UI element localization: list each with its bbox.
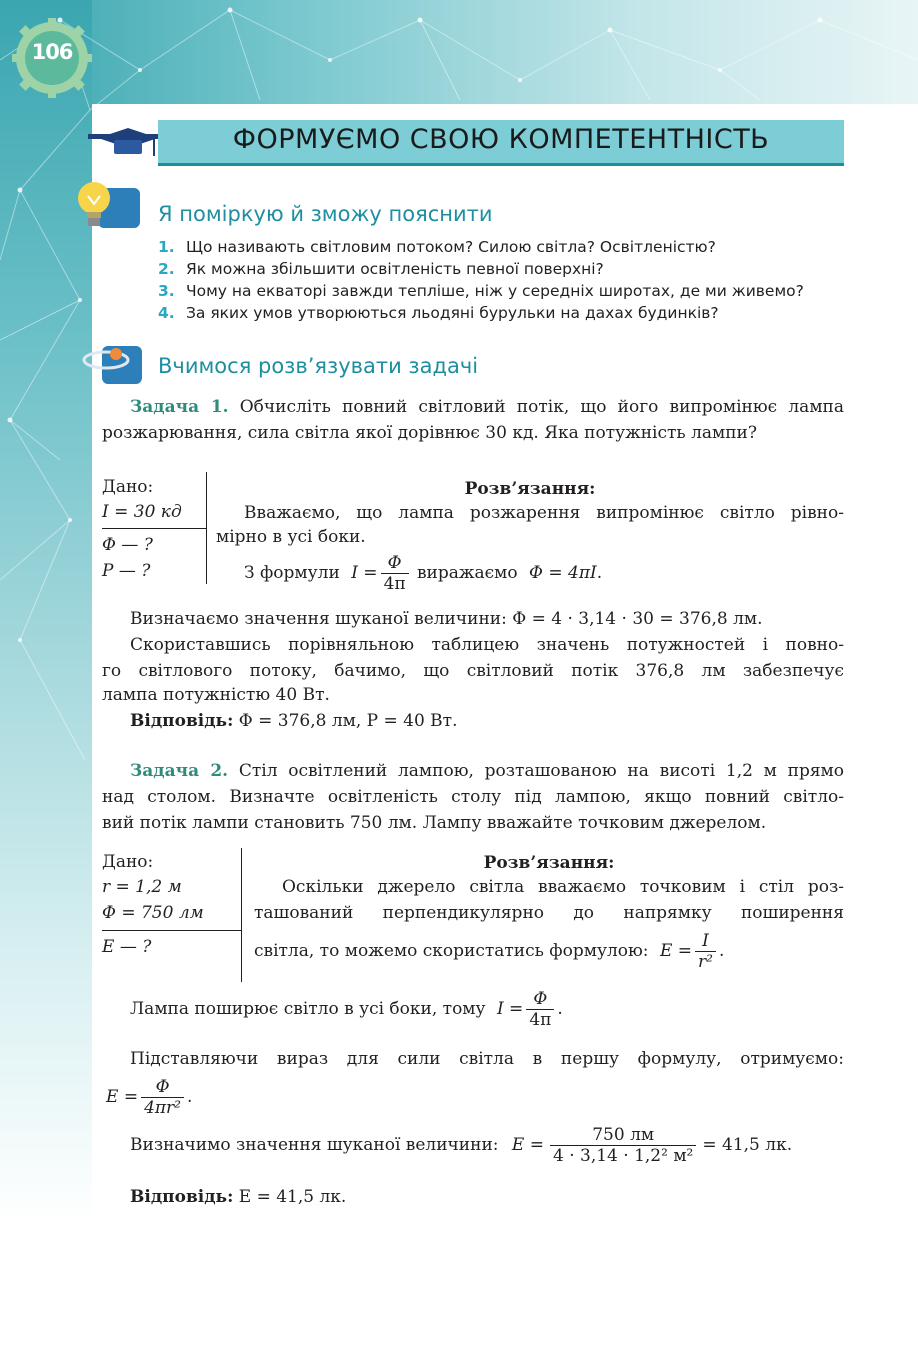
task1-given-header: Дано: bbox=[102, 477, 154, 497]
section-title-tasks: Вчимося розв’язувати задачі bbox=[158, 354, 479, 378]
task1-answer: Відповідь: Φ = 376,8 лм, P = 40 Вт. bbox=[130, 711, 458, 731]
lightbulb-icon bbox=[74, 178, 142, 240]
task1-calc-line: Визначаємо значення шуканої величини: Φ = 4 · 3,14 · 30 = 376,8 лм. bbox=[130, 609, 763, 629]
task1-sol-line2: мірно в усі боки. bbox=[216, 527, 366, 547]
given-divider bbox=[102, 930, 242, 931]
given-separator bbox=[206, 472, 207, 584]
task2-line2: над столом. Визначте освітленість столу під лампою, якщо повний світло- bbox=[102, 787, 844, 807]
task2-line1: Задача 2. Стіл освітлений лампою, розташованою на висоті 1,2 м прямо bbox=[130, 761, 845, 781]
task1-formula-line: З формули I = $\frac{\Phi}{4\pi}$ виражаємо Φ = 4πI. bbox=[244, 553, 603, 594]
atom-orbit-icon bbox=[82, 342, 144, 388]
task2-sol-line3: світла, то можемо скористатись формулою: E = $\frac{I}{\text{r²}}$ . bbox=[254, 931, 725, 972]
list-item: 1. Що називають світловим потоком? Силою світла? Освітленістю? bbox=[158, 238, 716, 256]
list-item: 3. Чому на екваторі завжди тепліше, ніж у середніх широтах, де ми живемо? bbox=[158, 282, 804, 300]
task1-solution-header: Розв’язання: bbox=[464, 479, 596, 499]
task2-solution-header: Розв’язання: bbox=[483, 853, 615, 873]
task2-sol-line1: Оскільки джерело світла вважаємо точковим і стіл роз- bbox=[282, 877, 844, 897]
task1-para-line2: го світлового потоку, бачимо, що світловий потік 376,8 лм забезпечує bbox=[102, 661, 844, 681]
given-separator bbox=[241, 848, 242, 982]
task1-sol-line1: Вважаємо, що лампа розжарення випромінює світло рівно- bbox=[244, 503, 844, 523]
task2-answer: Відповідь: E = 41,5 лк. bbox=[130, 1187, 347, 1207]
page-number: 106 bbox=[31, 40, 73, 64]
task2-line3: вий потік лампи становить 750 лм. Лампу вважайте точковим джерелом. bbox=[102, 813, 767, 833]
task2-find-illuminance: E — ? bbox=[102, 937, 152, 957]
task1-line1: Задача 1. Обчисліть повний світловий потік, що його випромінює лампа bbox=[130, 397, 845, 417]
list-item: 2. Як можна збільшити освітленість певної поверхні? bbox=[158, 260, 604, 278]
list-item: 4. За яких умов утворюються льодяні бурульки на дахах будинків? bbox=[158, 304, 719, 322]
fraction: $\frac{\Phi}{4\pi}$ bbox=[526, 989, 554, 1030]
task2-lamp-line: Лампа поширює світло в усі боки, тому I = $\frac{\Phi}{4\pi}$ . bbox=[130, 989, 563, 1030]
task1-find-flux: Φ — ? bbox=[102, 535, 153, 555]
task2-given-header: Дано: bbox=[102, 852, 154, 872]
task2-sol-line2: ташований перпендикулярно до напрямку поширення bbox=[254, 903, 844, 923]
task1-para-line3: лампа потужністю 40 Вт. bbox=[102, 685, 330, 705]
banner-title: ФОРМУЄМО СВОЮ КОМПЕТЕНТНІСТЬ bbox=[232, 124, 770, 155]
task2-calc-line: Визначимо значення шуканої величини: E = $\frac{750 лм}{\text{4 · 3,14 · 1,2² м²}}$ = 41,5 лк. bbox=[130, 1125, 793, 1166]
task1-para-line1: Скориставшись порівняльною таблицею значень потужностей і повно- bbox=[130, 635, 844, 655]
fraction: $\frac{750 лм}{\text{4 · 3,14 · 1,2² м²}}$ bbox=[550, 1125, 696, 1166]
task1-find-power: P — ? bbox=[102, 561, 151, 581]
task2-formula-substituted: E = $\frac{\Phi}{\text{4πr²}}$ . bbox=[106, 1077, 193, 1118]
fraction: $\frac{I}{\text{r²}}$ bbox=[695, 931, 716, 972]
fraction: $\frac{\Phi}{\text{4πr²}}$ bbox=[141, 1077, 184, 1118]
task1-given-intensity: I = 30 кд bbox=[102, 502, 182, 522]
task2-subst-line: Підставляючи вираз для сили світла в першу формулу, отримуємо: bbox=[130, 1049, 844, 1069]
given-divider bbox=[102, 528, 206, 529]
fraction: $\frac{\Phi}{4\pi}$ bbox=[381, 553, 409, 594]
task2-given-distance: r = 1,2 м bbox=[102, 877, 182, 897]
task1-line2: розжарювання, сила світла якої дорівнює 30 кд. Яка потужність лампи? bbox=[102, 423, 758, 443]
section-title-explain: Я поміркую й зможу пояснити bbox=[158, 202, 493, 226]
task2-given-flux: Φ = 750 лм bbox=[102, 903, 204, 923]
question-list bbox=[158, 236, 804, 324]
